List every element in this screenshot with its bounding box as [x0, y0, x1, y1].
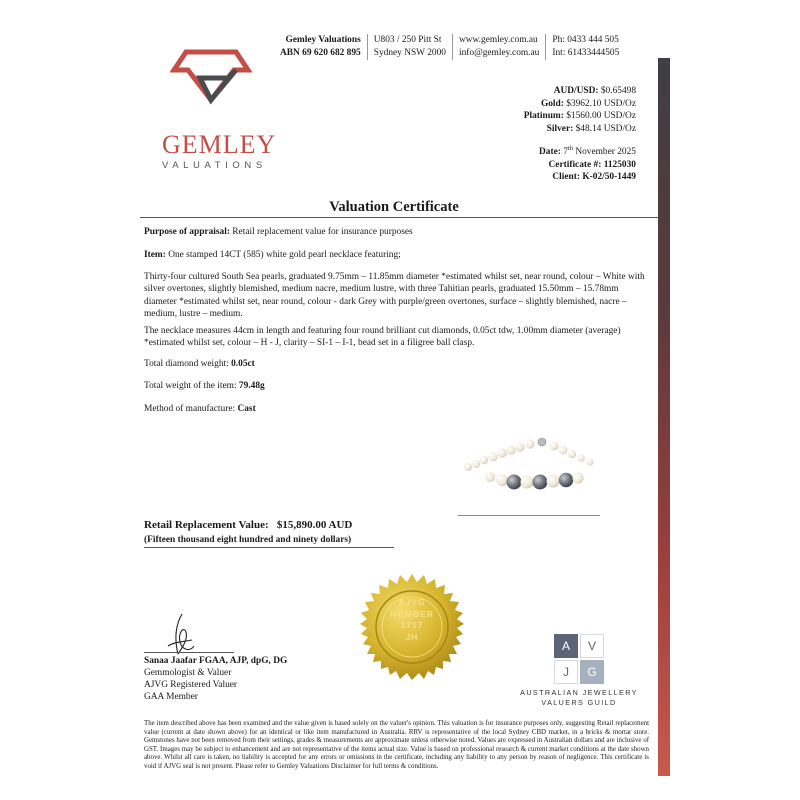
pearl-description: Thirty-four cultured South Sea pearls, graduated 9.75mm – 11.85mm diameter *estimated whilst set, near round, colour – White with silver overtones, slightly blemished, medium nacre, medium lustre, with three Tahitian pearls, graduated 15.50mm – 15.78mm diameter *estimated whilst set, near round, colour - dark Grey with purple/green overtones, surface – slightly blemished, nacre – medium, lustre – medium. — [144, 272, 645, 320]
web-column — [453, 34, 546, 60]
signer-role-1: Gemmologist & Valuer — [144, 668, 232, 678]
purpose-value: Retail replacement value for insurance purposes — [232, 227, 413, 237]
gemley-logo — [140, 42, 277, 172]
photo-underline — [458, 515, 600, 516]
item-value: One stamped 14CT (585) white gold pearl necklace featuring; — [168, 250, 401, 260]
title-divider — [140, 217, 658, 218]
manufacture-line — [144, 403, 649, 415]
address-column — [368, 34, 453, 60]
rrv-label: Retail Replacement Value: — [144, 519, 269, 531]
retail-replacement-value — [144, 519, 352, 531]
phone-number: Ph: 0433 444 505 — [552, 35, 619, 45]
contact-header — [280, 34, 625, 60]
intl-phone-number: Int: 61433444505 — [552, 48, 620, 58]
address-line-2: Sydney NSW 2000 — [373, 48, 446, 58]
signature-line — [144, 652, 234, 653]
email-link[interactable]: info@gemley.com.au — [458, 48, 540, 58]
disclaimer-text: The item described above has been examined and the value given is based solely on the valuer's opinion. This valuation is for insurance purposes only, suggesting Retail replacement value (current at date shown above) for an identical or like item manufactured in Australia. RRV is representative of the local Sydney CBD market, in a bricks & mortar store. Gemstones have not been removed from their settings, grades & measurements are approximate unless otherwise noted. Values are expressed in Australian dollars and are inclusive of GST. Images may be subject to enhancement and are not representative of the items actual size. Value is based on professional research & current market conditions at the date shown above. Whilst all care is taken, no liability is accepted for any errors or omissions in the certificate, including any liability to any person by reason of negligence. This certificate is void if AJVG seal is not present. Please refer to Gemley Valuations Disclaimer for full terms & conditions. — [144, 720, 649, 770]
pearl-necklace-photo — [460, 422, 600, 502]
phone-column — [546, 34, 625, 60]
purpose-line — [144, 226, 649, 238]
platinum-value: $1560.00 USD/Oz — [566, 111, 636, 121]
company-name: Gemley Valuations — [285, 35, 361, 45]
guild-name-line-2: VALUERS GUILD — [541, 698, 617, 707]
date-rest: November 2025 — [575, 147, 636, 158]
diamond-weight-line — [144, 358, 649, 370]
seal-text — [352, 597, 472, 643]
guild-cell-j: J — [554, 660, 578, 684]
certificate-meta — [539, 143, 636, 184]
metal-rates — [524, 85, 636, 135]
accent-side-bar — [656, 58, 670, 776]
company-column — [280, 34, 368, 60]
seal-line-3: 1717 — [400, 620, 424, 630]
certificate-number: 1125030 — [603, 159, 636, 170]
total-weight-label: Total weight of the item: — [144, 381, 237, 391]
seal-line-1: AJVG — [398, 597, 426, 607]
item-label: Item: — [144, 250, 166, 260]
brand-subtitle: VALUATIONS — [162, 160, 267, 171]
date-label: Date: — [539, 147, 561, 158]
gold-label: Gold: — [540, 98, 564, 109]
aud-label: AUD/USD: — [553, 86, 599, 96]
gold-value: $3962.10 USD/Oz — [566, 98, 636, 109]
total-weight-value: 79.48g — [238, 381, 265, 391]
rrv-amount: $15,890.00 AUD — [276, 519, 353, 531]
purpose-label: Purpose of appraisal: — [144, 227, 230, 237]
total-weight-line — [144, 380, 649, 392]
silver-value: $48.14 USD/Oz — [575, 123, 636, 134]
website-link[interactable]: www.gemley.com.au — [458, 35, 538, 45]
silver-label: Silver: — [546, 123, 574, 134]
guild-cell-g: G — [580, 660, 604, 684]
certificate-title: Valuation Certificate — [329, 199, 459, 215]
client-value: K-02/50-1449 — [582, 172, 636, 183]
diamond-weight-value: 0.05ct — [231, 359, 255, 369]
address-line-1: U803 / 250 Pitt St — [373, 35, 442, 45]
valuation-certificate-page — [130, 22, 658, 782]
guild-cell-a: A — [554, 634, 578, 658]
aud-value: $0.65498 — [600, 86, 636, 96]
platinum-label: Platinum: — [523, 111, 564, 121]
ajvg-guild-logo — [554, 634, 604, 684]
diamond-logo-icon — [170, 42, 252, 112]
manufacture-label: Method of manufacture: — [144, 404, 236, 414]
signer-name: Sanaa Jaafar FGAA, AJP, dpG, DG — [144, 656, 288, 666]
date-day: 7 — [563, 147, 568, 158]
signer-role-3: GAA Member — [144, 692, 198, 702]
rrv-underline — [144, 547, 394, 548]
signer-block — [144, 655, 287, 703]
client-label: Client: — [552, 172, 580, 183]
seal-line-2: MEMBER — [390, 608, 434, 619]
company-abn: ABN 69 620 682 895 — [280, 48, 361, 58]
seal-line-4: JH — [405, 631, 419, 642]
certificate-number-label: Certificate #: — [548, 159, 602, 170]
rrv-words: (Fifteen thousand eight hundred and ninety dollars) — [144, 535, 352, 545]
necklace-description: The necklace measures 44cm in length and featuring four round brilliant cut diamonds, 0.05ct tdw, 1.00mm diameter (average) *estimated whilst set, colour – H - J, clarity – SI-1 – I-1, bead set in a filigree ball clasp. — [144, 326, 621, 349]
item-line — [144, 249, 649, 261]
manufacture-value: Cast — [237, 404, 256, 414]
date-suffix: th — [567, 145, 573, 152]
guild-name — [514, 688, 644, 708]
guild-name-line-1: AUSTRALIAN JEWELLERY — [520, 688, 638, 697]
signer-role-2: AJVG Registered Valuer — [144, 680, 238, 690]
diamond-weight-label: Total diamond weight: — [144, 359, 229, 369]
brand-name: GEMLEY — [162, 130, 277, 159]
guild-cell-v: V — [580, 634, 604, 658]
